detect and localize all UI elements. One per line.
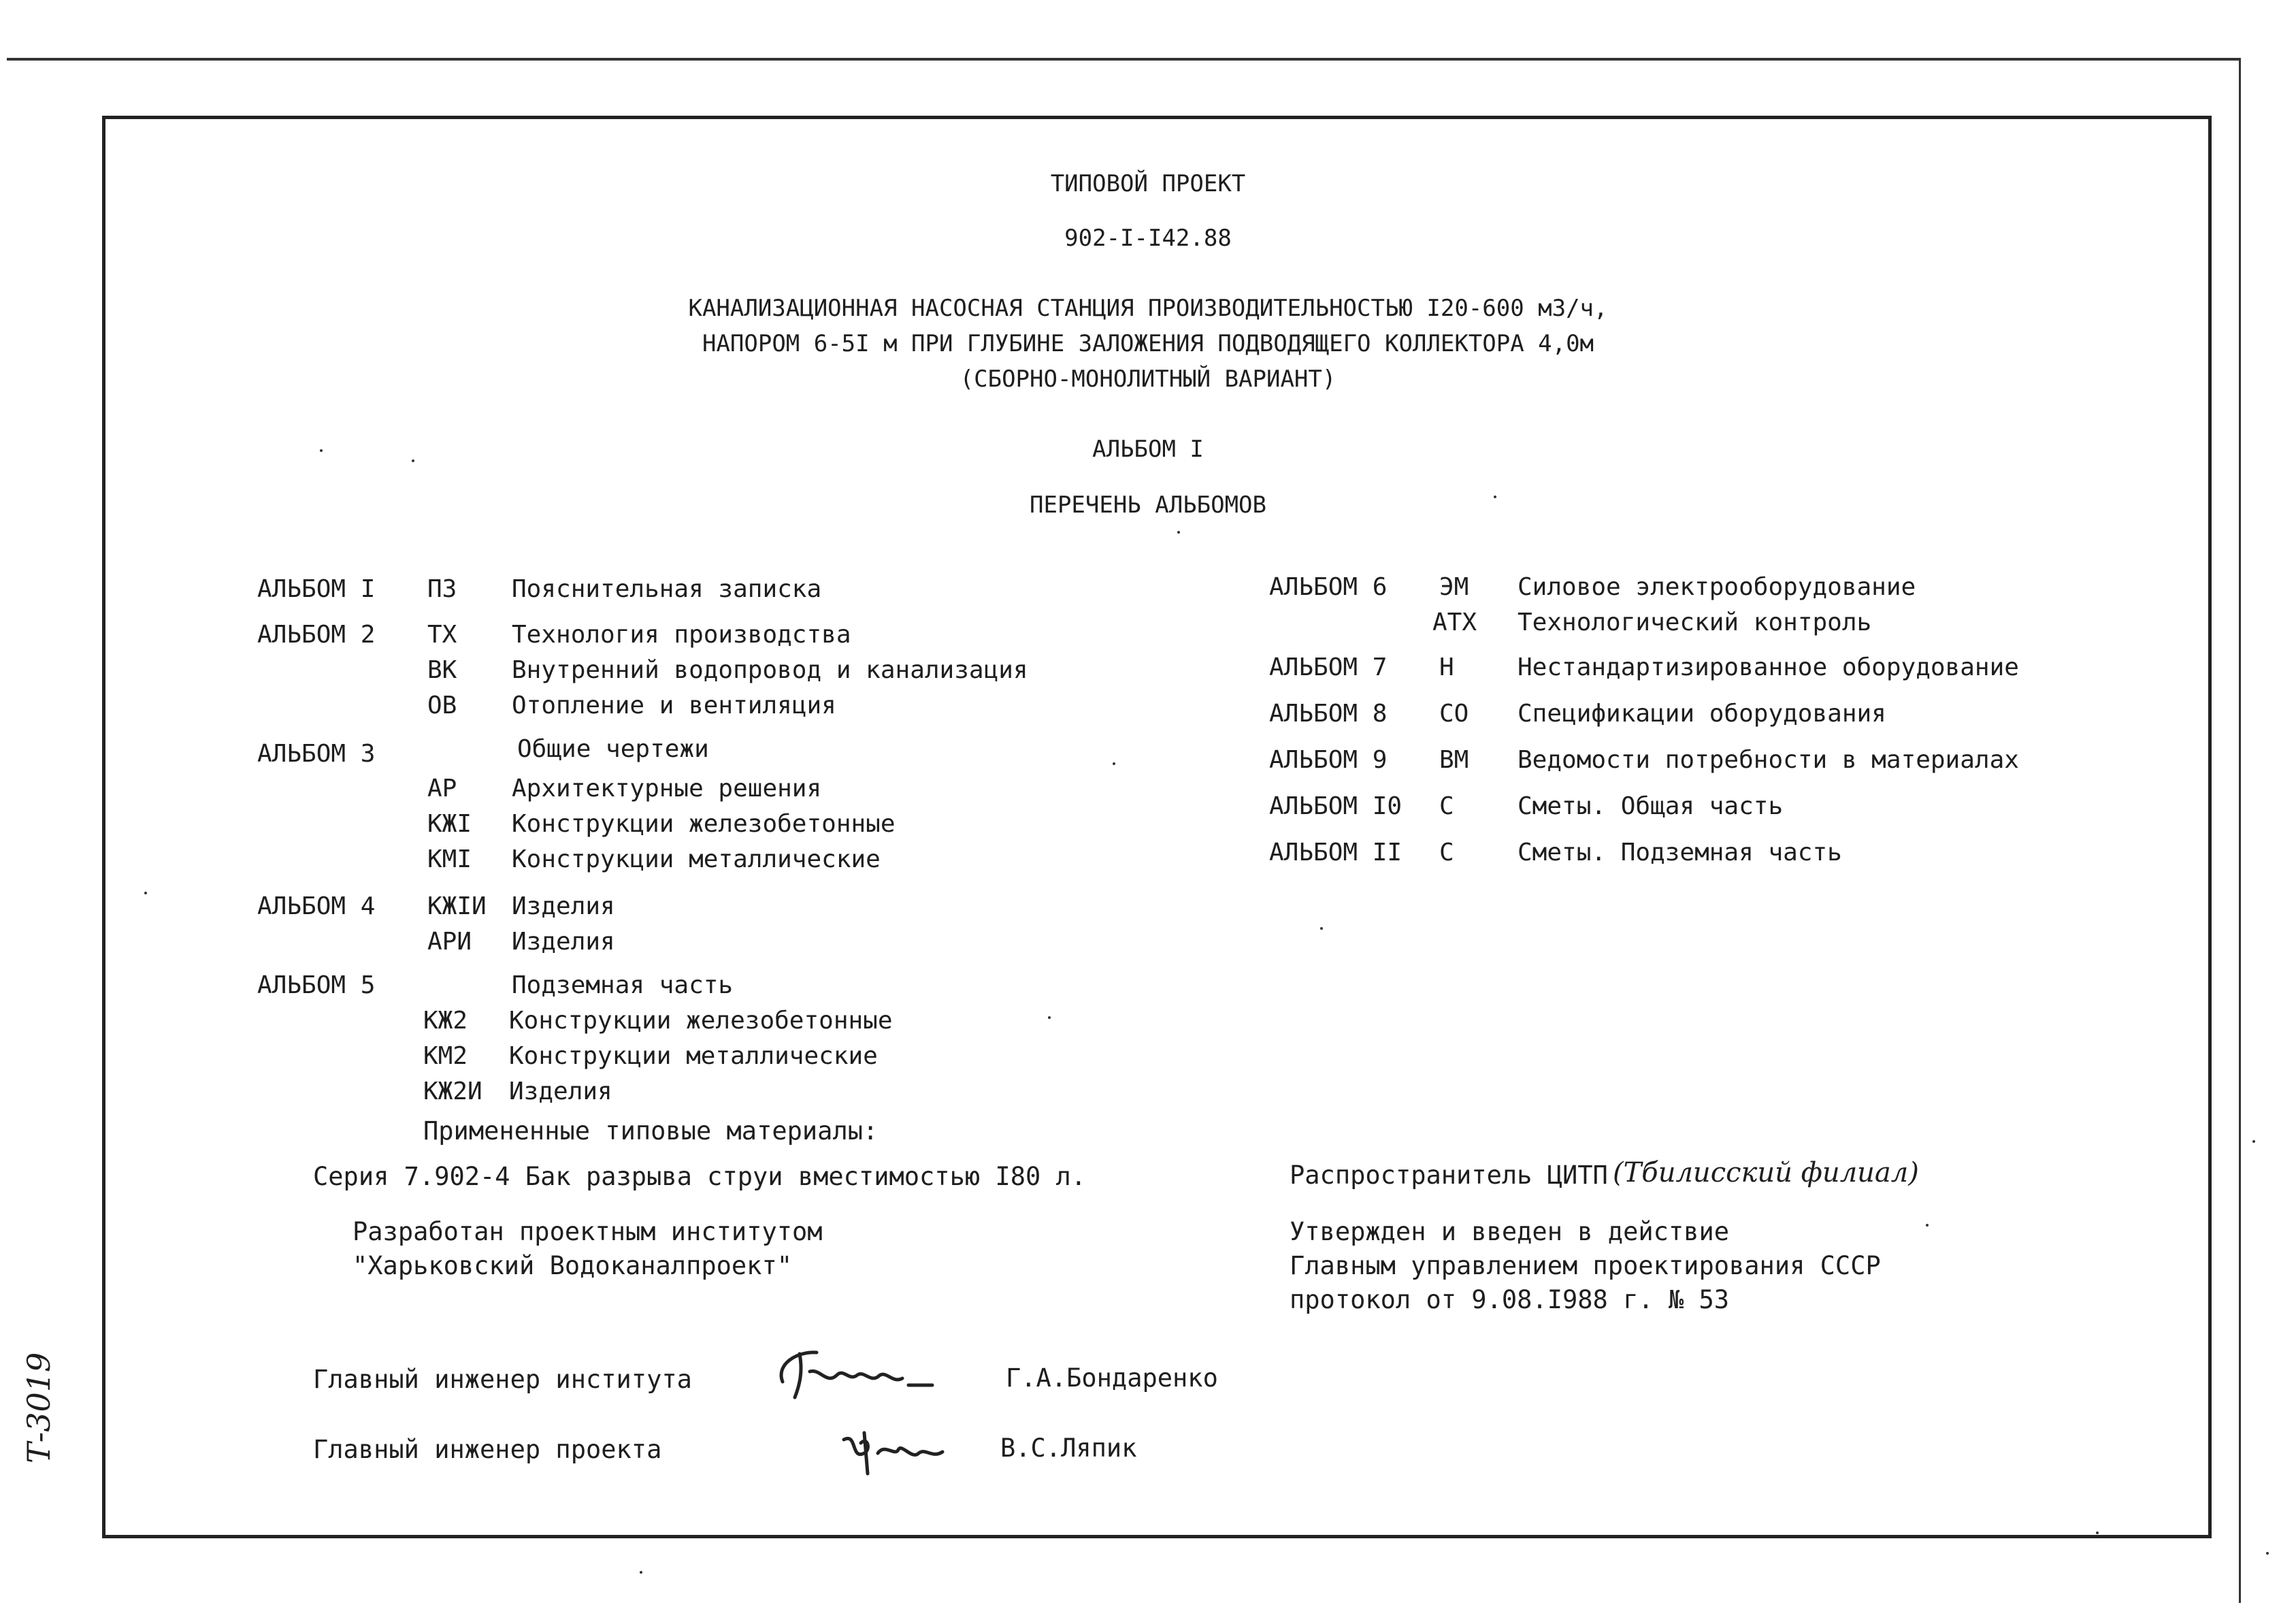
developer-line-1: Разработан проектным институтом [352,1217,823,1246]
album-label: АЛЬБОМ I [257,575,376,603]
album-name: Архитектурные решения [512,775,822,802]
album-label: АЛЬБОМ 7 [1269,653,1388,681]
album-name: Отопление и вентиляция [512,692,836,719]
developer-line-2: "Харьковский Водоканалпроект" [352,1251,793,1280]
title-line-2: НАПОРОМ 6-5I м ПРИ ГЛУБИНЕ ЗАЛОЖЕНИЯ ПОДВОДЯЩЕГО КОЛЛЕКТОРА 4,0м [702,330,1594,357]
scan-speck [1113,762,1115,765]
album-code: ПЗ [427,575,457,603]
album-label: АЛЬБОМ 6 [1269,573,1388,601]
album-code: КМ2 [423,1042,468,1070]
scan-speck [2096,1531,2099,1534]
album-name: Изделия [512,928,615,956]
album-code: АР [427,775,457,802]
album-name: Общие чертежи [517,735,709,763]
scan-speck [144,892,147,894]
scan-speck [1926,1224,1929,1227]
title-line-1: КАНАЛИЗАЦИОННАЯ НАСОСНАЯ СТАНЦИЯ ПРОИЗВОДИТЕЛЬНОСТЬЮ I20-600 м3/ч, [688,295,1608,322]
album-name: Технологический контроль [1518,609,1872,636]
album-name: Внутренний водопровод и канализация [512,656,1028,684]
approval-line-2: Главным управлением проектирования СССР [1290,1251,1881,1280]
title-line-3: (СБОРНО-МОНОЛИТНЫЙ ВАРИАНТ) [960,366,1336,393]
album-label: АЛЬБОМ 2 [257,621,376,649]
scan-speck [2266,1552,2269,1555]
album-heading: АЛЬБОМ I [1092,436,1204,463]
album-name: Изделия [509,1077,612,1105]
album-code: КМI [427,845,472,873]
album-code: АТХ [1432,609,1477,636]
album-code: ВК [427,656,457,684]
signature-name-2: В.С.Ляпик [1000,1433,1137,1463]
scan-speck [1177,531,1180,534]
album-name: Силовое электрооборудование [1518,573,1916,601]
album-name: Конструкции железобетонные [509,1007,893,1035]
album-code: КЖ2 [423,1007,468,1035]
handwritten-signature-1 [769,1344,987,1406]
scan-speck [320,449,323,452]
album-label: АЛЬБОМ 4 [257,892,376,920]
album-code: ТХ [427,621,457,649]
album-code: КЖI [427,810,472,838]
materials-label: Примененные типовые материалы: [423,1116,879,1146]
album-name: Нестандартизированное оборудование [1518,653,2019,681]
scan-speck [1048,1016,1051,1019]
distributor-label: Распространитель ЦИТП [1290,1161,1608,1190]
materials-series: Серия 7.902-4 Бак разрыва струи вместимостью I80 л. [313,1162,1087,1191]
album-name: Пояснительная записка [512,575,822,603]
album-name: Сметы. Общая часть [1518,792,1784,820]
scan-speck [640,1571,642,1574]
album-code: С [1439,792,1454,820]
album-code: КЖIИ [427,892,487,920]
top-border-line [7,58,2239,61]
album-label: АЛЬБОМ II [1269,839,1403,866]
album-code: АРИ [427,928,472,956]
album-code: ОВ [427,692,457,719]
album-code: Н [1439,653,1454,681]
scan-speck [1320,927,1323,930]
signature-role-2: Главный инженер проекта [313,1435,662,1464]
scan-speck [1494,496,1496,498]
album-name: Технология производства [512,621,851,649]
handwritten-signature-2 [830,1419,966,1480]
album-name: Конструкции металлические [512,845,881,873]
distributor-branch: (Тбилисский филиал) [1613,1157,1919,1188]
album-code: КЖ2И [423,1077,482,1105]
album-label: АЛЬБОМ 3 [257,740,376,768]
margin-archive-number: Т-3019 [20,1352,57,1463]
album-code: ВМ [1439,746,1469,774]
album-name: Изделия [512,892,615,920]
document-frame [102,116,2212,1538]
signature-name-1: Г.А.Бондаренко [1006,1363,1218,1393]
approval-line-3: протокол от 9.08.I988 г. № 53 [1290,1285,1730,1314]
album-code: СО [1439,700,1469,728]
album-code: ЭМ [1439,573,1469,601]
scan-speck [2252,1140,2255,1143]
approval-line-1: Утвержден и введен в действие [1290,1217,1730,1246]
album-name: Спецификации оборудования [1518,700,1886,728]
album-label: АЛЬБОМ 8 [1269,700,1388,728]
album-name: Ведомости потребности в материалах [1518,746,2019,774]
album-label: АЛЬБОМ I0 [1269,792,1403,820]
scan-speck [412,459,414,462]
list-title: ПЕРЕЧЕНЬ АЛЬБОМОВ [1030,491,1266,519]
right-border-line [2239,58,2241,1603]
project-type: ТИПОВОЙ ПРОЕКТ [1050,170,1246,197]
signature-role-1: Главный инженер института [313,1365,692,1394]
album-label: АЛЬБОМ 9 [1269,746,1388,774]
album-name: Сметы. Подземная часть [1518,839,1842,866]
album-name: Подземная часть [512,971,734,999]
project-number: 902-I-I42.88 [1064,225,1232,252]
album-name: Конструкции металлические [509,1042,878,1070]
album-label: АЛЬБОМ 5 [257,971,376,999]
album-name: Конструкции железобетонные [512,810,896,838]
album-code: С [1439,839,1454,866]
